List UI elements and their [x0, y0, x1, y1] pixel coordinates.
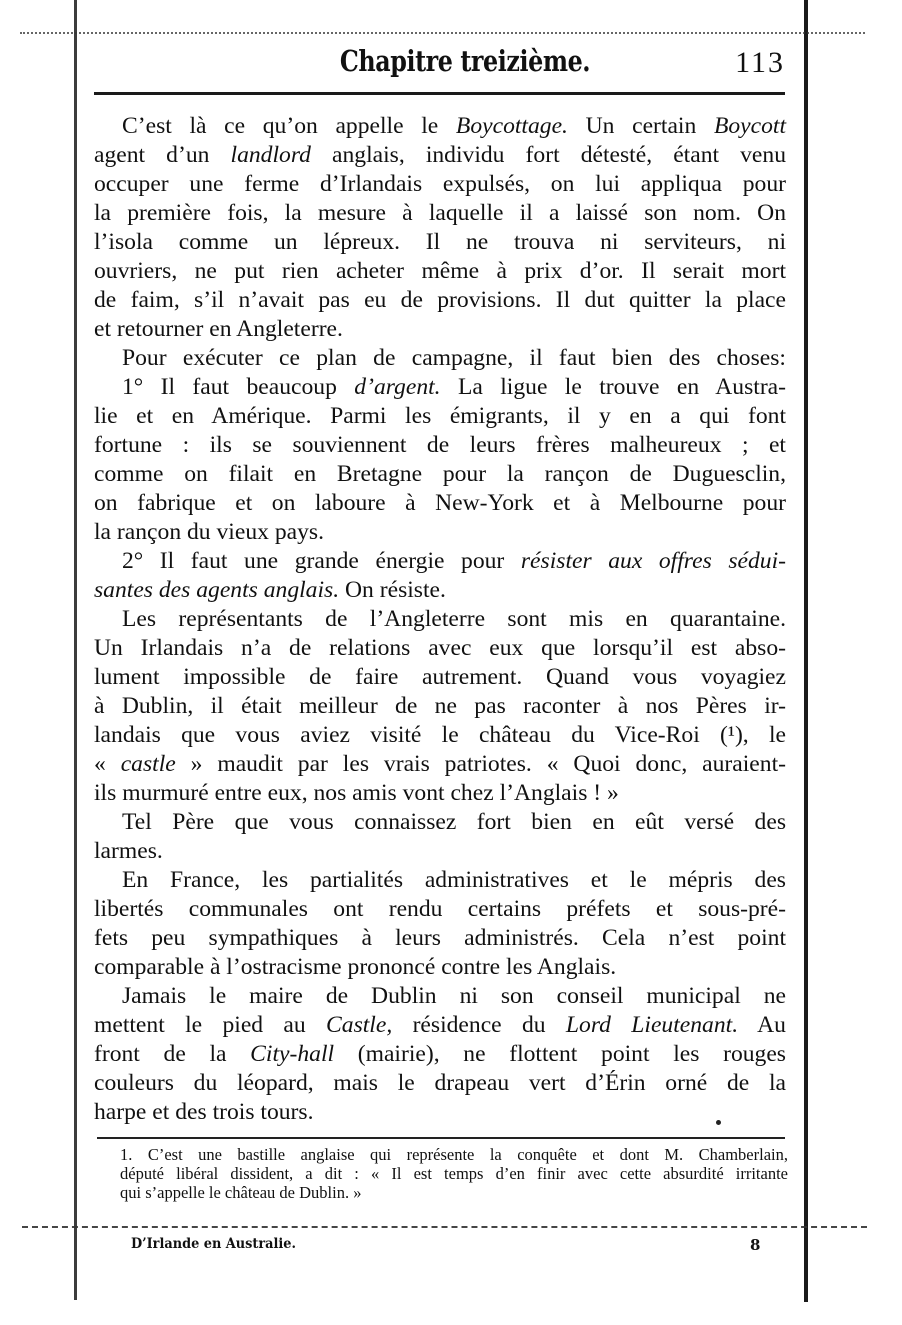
text-line [94, 837, 786, 866]
text-line [94, 460, 786, 489]
text-line [94, 634, 786, 663]
text-line [94, 576, 786, 605]
ink-speck [716, 1120, 721, 1125]
text-run: harpe et des trois tours. [94, 1099, 314, 1125]
text-run: mettent le pied au [94, 1012, 327, 1038]
text-line [94, 692, 786, 721]
text-line [94, 315, 786, 344]
text-line [94, 605, 786, 634]
body-text [94, 112, 786, 1127]
text-line [94, 257, 786, 286]
text-line [94, 1040, 786, 1069]
text-line [94, 1011, 786, 1040]
text-line [94, 750, 786, 779]
footnotes [120, 1145, 788, 1202]
footnote-line: 1. C’est une bastille anglaise qui représente la conquête et dont M. Chamberlain, [120, 1145, 788, 1164]
text-run: l’isola comme un lépreux. Il ne trouva ni serviteurs, ni [94, 229, 786, 255]
chapter-title: Chapitre treizième. [339, 44, 591, 78]
text-run: lument impossible de faire autrement. Quand vous voyagiez [94, 664, 786, 690]
text-run: résidence du [392, 1012, 566, 1038]
text-line [94, 228, 786, 257]
text-line [94, 953, 786, 982]
text-run: occuper une ferme d’Irlandais expulsés, on lui appliqua pour [94, 171, 786, 197]
text-line [94, 982, 786, 1011]
text-run: anglais, individu fort détesté, étant venu [310, 142, 786, 168]
italic-text: résister aux offres sédui- [520, 548, 786, 574]
text-line [94, 663, 786, 692]
text-run: landais que vous aviez visité le château du Vice-Roi (¹), le [94, 722, 786, 748]
italic-text: Boycottage. [455, 113, 568, 139]
footnote-line: qui s’appelle le château de Dublin. » [120, 1183, 362, 1202]
text-run: comme on filait en Bretagne pour la rançon de Duguesclin, [94, 461, 786, 487]
text-run: La ligue le trouve en Austra- [440, 374, 786, 400]
text-line [94, 489, 786, 518]
text-line [94, 402, 786, 431]
text-run: la première fois, la mesure à laquelle il a laissé son nom. On [94, 200, 786, 226]
page-number: 113 [735, 46, 785, 79]
text-run: 1° Il faut beaucoup [122, 374, 355, 400]
text-line [94, 779, 786, 808]
text-run: » maudit par les vrais patriotes. « Quoi donc, auraient- [175, 751, 786, 777]
text-line [94, 547, 786, 576]
page-border-top [20, 32, 865, 36]
text-run: En France, les partialités administratives et le mépris des [122, 867, 786, 893]
text-line [94, 286, 786, 315]
text-run: libertés communales ont rendu certains préfets et sous-pré- [94, 896, 786, 922]
page-border-right [804, 0, 808, 1302]
italic-text: d’argent. [354, 374, 441, 400]
text-run: 2° Il faut une grande énergie pour [122, 548, 521, 574]
text-line [94, 112, 786, 141]
text-run: à Dublin, il était meilleur de ne pas raconter à nos Pères ir- [94, 693, 786, 719]
italic-text: landlord [230, 142, 311, 168]
text-line [94, 141, 786, 170]
text-run: on fabrique et on laboure à New-York et à Melbourne pour [94, 490, 786, 516]
text-line [94, 518, 786, 547]
text-line [94, 1069, 786, 1098]
text-run: front de la [94, 1041, 251, 1067]
text-run: On résiste. [339, 577, 446, 603]
text-run: la rançon du vieux pays. [94, 519, 324, 545]
text-run: C’est là ce qu’on appelle le [122, 113, 456, 139]
text-run: ouvriers, ne put rien acheter même à prix d’or. Il serait mort [94, 258, 786, 284]
text-run: Les représentants de l’Angleterre sont mis en quarantaine. [122, 606, 786, 632]
italic-text: santes des agents anglais. [94, 577, 340, 603]
text-run: agent d’un [94, 142, 231, 168]
text-run: couleurs du léopard, mais le drapeau vert d’Érin orné de la [94, 1070, 786, 1096]
text-run: Au [738, 1012, 786, 1038]
text-run: Un Irlandais n’a de relations avec eux que lorsqu’il est abso- [94, 635, 786, 661]
text-run: « [94, 751, 121, 777]
text-run: Un certain [567, 113, 714, 139]
text-run: de faim, s’il n’avait pas eu de provisions. Il dut quitter la place [94, 287, 786, 313]
text-run: lie et en Amérique. Parmi les émigrants, il y en a qui font [94, 403, 786, 429]
text-line [94, 721, 786, 750]
text-line [94, 344, 786, 373]
italic-text: castle [120, 751, 176, 777]
italic-text: City-hall [250, 1041, 335, 1067]
text-line [94, 924, 786, 953]
text-line [94, 373, 786, 402]
footnote-rule [97, 1137, 785, 1139]
text-run: comparable à l’ostracisme prononcé contre les Anglais. [94, 954, 617, 980]
header-rule [94, 92, 785, 95]
footnote-line: député libéral dissident, a dit : « Il est temps d’en finir avec cette absurdité irritante [120, 1164, 788, 1183]
italic-text: Castle, [326, 1012, 393, 1038]
text-run: ils murmuré entre eux, nos amis vont chez l’Anglais ! » [94, 780, 619, 806]
text-run: Tel Père que vous connaissez fort bien en eût versé des [122, 809, 786, 835]
italic-text: Boycott [713, 113, 787, 139]
signature-mark: 8 [750, 1236, 761, 1254]
text-line [94, 808, 786, 837]
text-run: Pour exécuter ce plan de campagne, il faut bien des choses: [122, 345, 786, 371]
text-run: et retourner en Angleterre. [94, 316, 343, 342]
page-border-bottom [22, 1226, 867, 1230]
text-line [94, 866, 786, 895]
text-line [94, 1098, 786, 1127]
text-line [94, 895, 786, 924]
text-line [94, 199, 786, 228]
page-border-left [74, 0, 77, 1300]
signature-title: D’Irlande en Australie. [131, 1236, 296, 1252]
text-run: fets peu sympathiques à leurs administrés. Cela n’est point [94, 925, 786, 951]
text-run: Jamais le maire de Dublin ni son conseil municipal ne [122, 983, 786, 1009]
running-head [120, 40, 785, 92]
text-run: larmes. [94, 838, 163, 864]
text-line [94, 431, 786, 460]
text-run: (mairie), ne flottent point les rouges [334, 1041, 786, 1067]
text-line [94, 170, 786, 199]
italic-text: Lord Lieutenant. [565, 1012, 739, 1038]
text-run: fortune : ils se souviennent de leurs frères malheureux ; et [94, 432, 786, 458]
